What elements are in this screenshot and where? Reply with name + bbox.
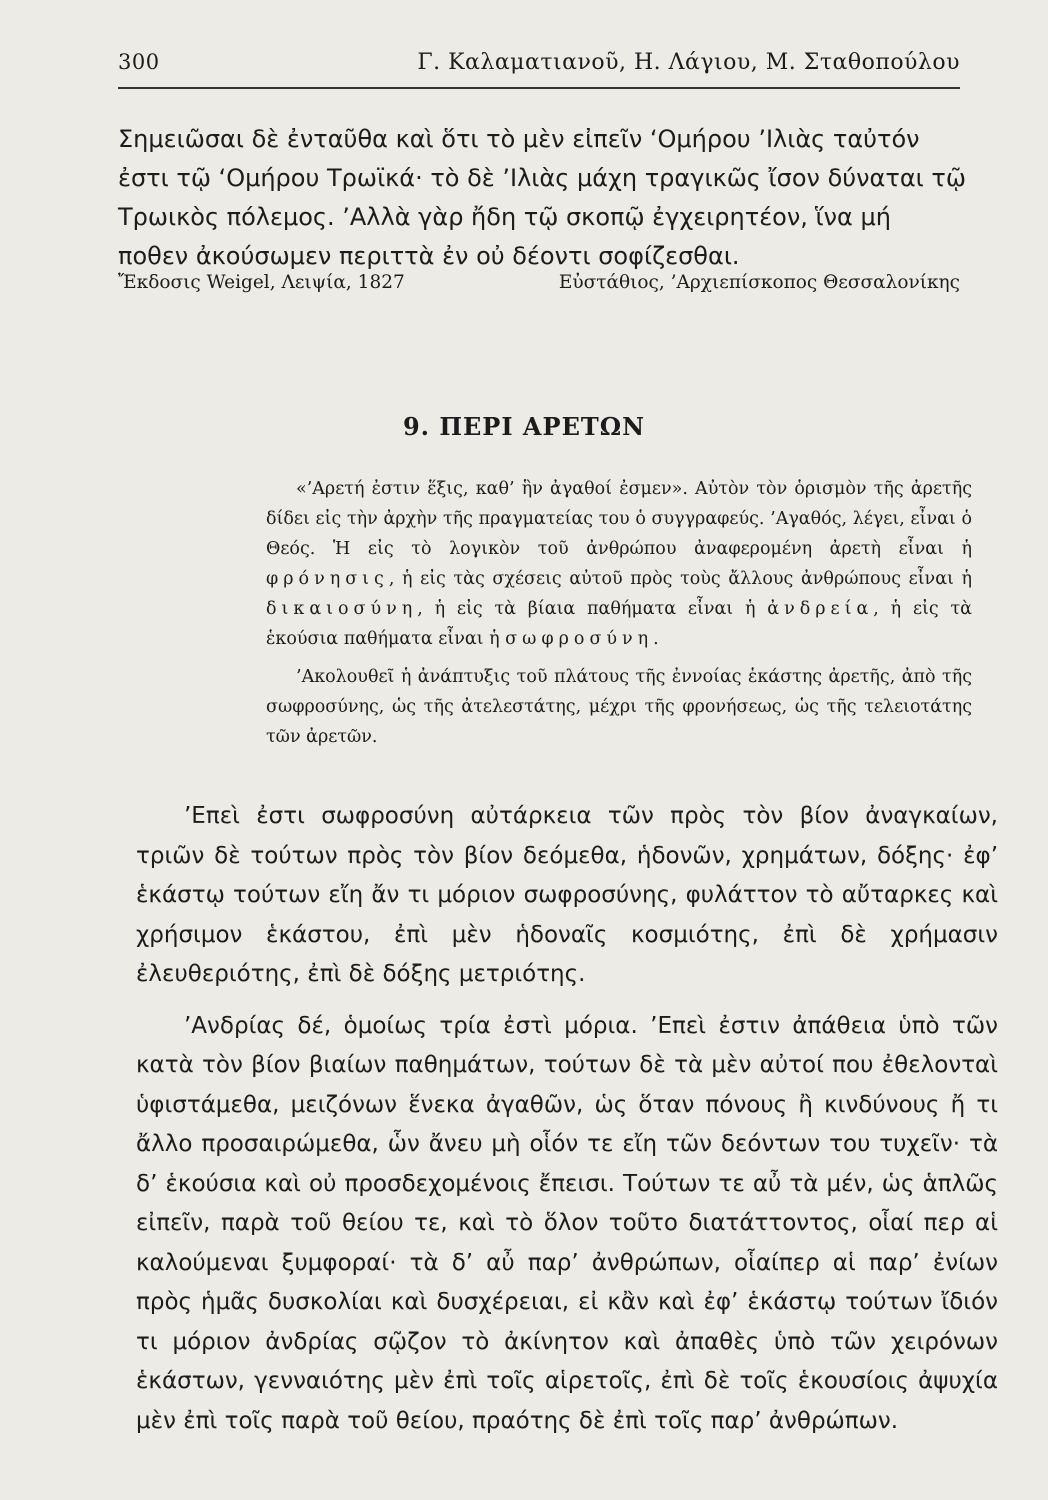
intro-paragraph: Σημειῶσαι δὲ ἐνταῦθα καὶ ὅτι τὸ μὲν εἰπεῖν ‘Ομήρου ’Ιλιὰς ταὐτόν ἐστι τῷ ‘Ομήρου Τρωϊκά· τὸ δὲ ’Ιλιὰς μάχη τραγικῶς ἴσον δύναται τῷ Τρωικὸς πόλεμος. ’Αλλὰ γὰρ ἤδη τῷ σκοπῷ ἐγχειρητέον, ἵνα μή ποθεν ἀκούσωμεν περιττὰ ἐν οὐ δέοντι σοφίζεσθαι. [118,125,966,270]
body-paragraph: ’Επεὶ ἐστι σωφροσύνη αὐτάρκεια τῶν πρὸς τὸν βίον ἀναγκαίων, τριῶν δὲ τούτων πρὸς τὸν βίον δεόμεθα, ἡδονῶν, χρημάτων, δόξης· ἐφ’ ἑκάστῳ τούτων εἴη ἄν τι μόριον σωφροσύνης, φυλάττον τὸ αὔταρκες καὶ χρήσιμον ἑκάστου, ἐπὶ μὲν ἡδοναῖς κοσμιότης, ἐπὶ δὲ χρήμασιν ἐλευθεριότης, ἐπὶ δὲ δόξης μετριότης. [136,803,998,987]
term-andreia: ἀνδρεία [767,599,874,619]
header-authors: Γ. Καλαματιανοῦ, Η. Λάγιου, Μ. Σταθοπούλου [417,50,960,75]
source-edition: Ἔκδοσις Weigel, Λειψία, 1827 [118,272,405,293]
source-author: Εὐστάθιος, ’Αρχιεπίσκοπος Θεσσαλονίκης [558,272,960,293]
summary-text: , ἡ εἰς τὰ βίαια παθήματα εἶναι ἡ [417,599,756,619]
body-paragraph: ’Ανδρίας δέ, ὁμοίως τρία ἐστὶ μόρια. ’Επεὶ ἐστιν ἀπάθεια ὑπὸ τῶν κατὰ τὸν βίον βιαίων παθημάτων, τούτων δὲ τὰ μὲν αὐτοί που ἐθελονταὶ ὑφιστάμεθα, μειζόνων ἕνεκα ἀγαθῶν, ὡς ὅταν πόνους ἢ κινδύνους ἤ τι ἄλλο προσαιρώμεθα, ὧν ἄνευ μὴ οἷόν τε εἴη τῶν δεόντων του τυχεῖν· τὰ δ’ ἑκούσια καὶ οὐ προσδεχομένοις ἔπεισι. Τούτων τε αὖ τὰ μέν, ὡς ἁπλῶς εἰπεῖν, παρὰ τοῦ θείου τε, καὶ τὸ ὅλον τοῦτο διατάττοντος, οἷαί περ αἱ καλούμεναι ξυμφοραί· τὰ δ’ αὖ παρ’ ἀνθρώπων, οἷαίπερ αἱ παρ’ ἐνίων πρὸς ἡμᾶς δυσκολίαι καὶ δυσχέρειαι, εἰ κἂν καὶ ἐφ’ ἑκάστῳ τούτων ἴδιόν τι μόριον ἀνδρίας σῷζον τὸ ἀκίνητον καὶ ἀπαθὲς ὑπὸ τῶν χειρόνων ἑκάστων, γενναιότης μὲν ἐπὶ τοῖς αἱρετοῖς, ἐπὶ δὲ τοῖς ἑκουσίοις ἀψυχία μὲν ἐπὶ τοῖς παρὰ τοῦ θείου, πραότης δὲ ἐπὶ τοῖς παρ’ ἀνθρώπων. [136,1012,998,1434]
source-citation [118,272,960,293]
intro-quotation [118,120,968,276]
summary-text: «’Αρετή ἐστιν ἕξις, καθ’ ἣν ἀγαθοί ἐσμεν». Αὐτὸν τὸν ὁρισμὸν τῆς ἀρετῆς δίδει εἰς τὴν ἀρχὴν τῆς πραγματείας του ὁ συγγραφεύς. ’Αγαθός, λέγει, εἶναι ὁ Θεός. Ἡ εἰς τὸ λογικὸν τοῦ ἀνθρώπου ἀναφερομένη ἀρετὴ εἶναι ἡ [266,479,972,559]
main-text [136,797,998,1441]
term-sophrosyne: σωφροσύνη [505,629,654,649]
running-header [118,50,960,89]
term-phronesis: φρόνησις [266,569,389,589]
summary-paragraph: ’Ακολουθεῖ ἡ ἀνάπτυξις τοῦ πλάτους τῆς ἐννοίας ἑκάστης ἀρετῆς, ἀπὸ τῆς σωφροσύνης, ὡς τῆς ἀτελεστάτης, μέχρι τῆς φρονήσεως, ὡς τῆς τελειοτάτης τῶν ἀρετῶν. [266,667,972,747]
section-title: 9. ΠΕΡΙ ΑΡΕΤΩΝ [402,412,646,441]
summary-text: . [653,629,659,649]
summary-paragraph [266,474,972,654]
section-summary [266,474,972,752]
page-number: 300 [118,50,160,74]
term-dikaiosyne: δικαιοσύνη [266,599,418,619]
summary-text: , ἡ εἰς τὰ ἑκούσια παθήματα εἶναι ἡ [266,599,972,649]
summary-text: , ἡ εἰς τὰς σχέσεις αὐτοῦ πρὸς τοὺς ἄλλους ἀνθρώπους εἶναι ἡ [388,569,972,589]
